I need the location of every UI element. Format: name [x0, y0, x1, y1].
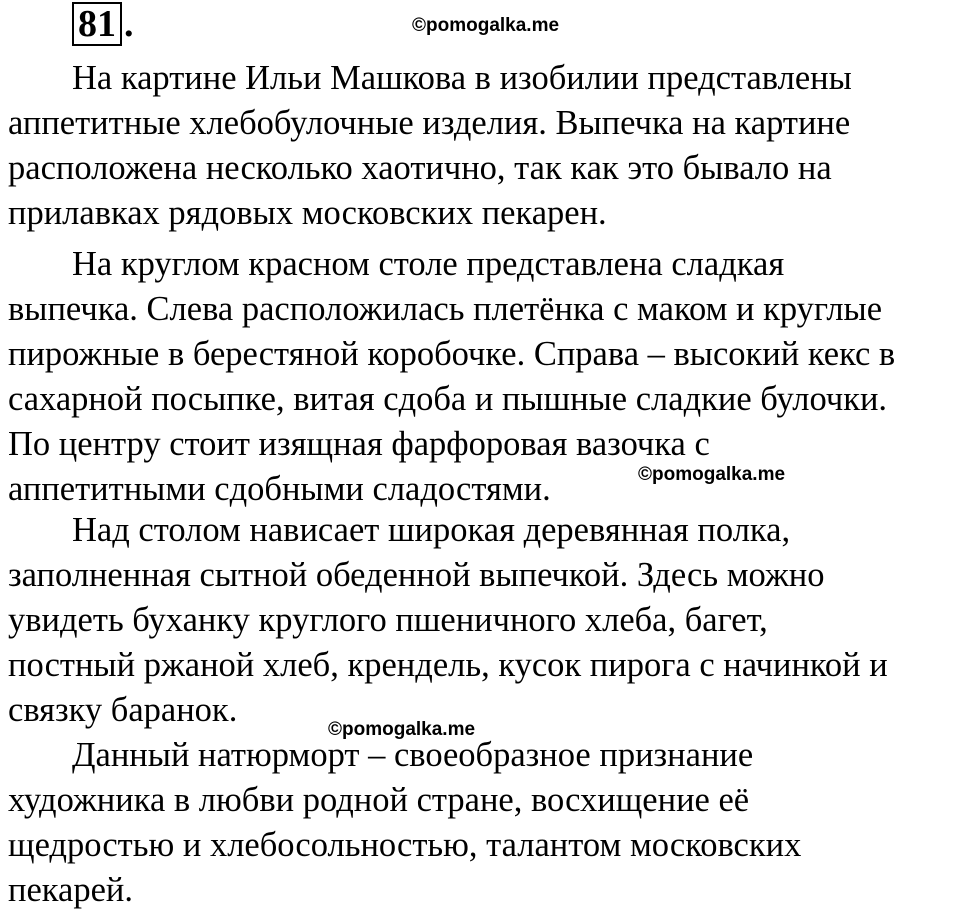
text-line: прилавках рядовых московских пекарен. — [8, 194, 607, 232]
text-line: Над столом нависает широкая деревянная полка, — [72, 511, 791, 549]
paragraph-3 — [8, 508, 958, 733]
exercise-number-dot: . — [124, 3, 134, 45]
text-line: сахарной посыпке, витая сдоба и пышные сладкие булочки. — [8, 380, 888, 418]
text-line: По центру стоит изящная фарфоровая вазочка с — [8, 425, 710, 463]
text-line: связку баранок. — [8, 691, 238, 729]
text-line: заполненная сытной обеденной выпечкой. Здесь можно — [8, 556, 825, 594]
text-line: пирожные в берестяной коробочке. Справа – высокий кекс в — [8, 335, 896, 373]
text-line: выпечка. Слева расположилась плетёнка с маком и круглые — [8, 290, 883, 328]
text-line: На картине Ильи Машкова в изобилии представлены — [72, 59, 852, 97]
text-line: увидеть буханку круглого пшеничного хлеба, багет, — [8, 601, 768, 639]
text-line: аппетитными сдобными сладостями. — [8, 470, 551, 508]
text-line: аппетитные хлебобулочные изделия. Выпечка на картине — [8, 104, 851, 142]
text-line: Данный натюрморт – своеобразное признание — [72, 736, 754, 774]
paragraph-2 — [8, 242, 958, 512]
watermark: ©pomogalka.me — [638, 464, 786, 485]
text-line: пекарей. — [8, 871, 133, 909]
exercise-number-box: 81 — [72, 2, 122, 46]
paragraph-4 — [8, 733, 958, 913]
text-line: художника в любви родной стране, восхищение её — [8, 781, 750, 819]
watermark: ©pomogalka.me — [328, 719, 476, 740]
paragraph-1 — [8, 56, 958, 236]
text-line: расположена несколько хаотично, так как это бывало на — [8, 149, 832, 187]
text-line: щедростью и хлебосольностью, талантом московских — [8, 826, 802, 864]
text-line: На круглом красном столе представлена сладкая — [72, 245, 785, 283]
watermark: ©pomogalka.me — [412, 15, 560, 36]
exercise-number — [72, 4, 134, 44]
text-line: постный ржаной хлеб, крендель, кусок пирога с начинкой и — [8, 646, 888, 684]
